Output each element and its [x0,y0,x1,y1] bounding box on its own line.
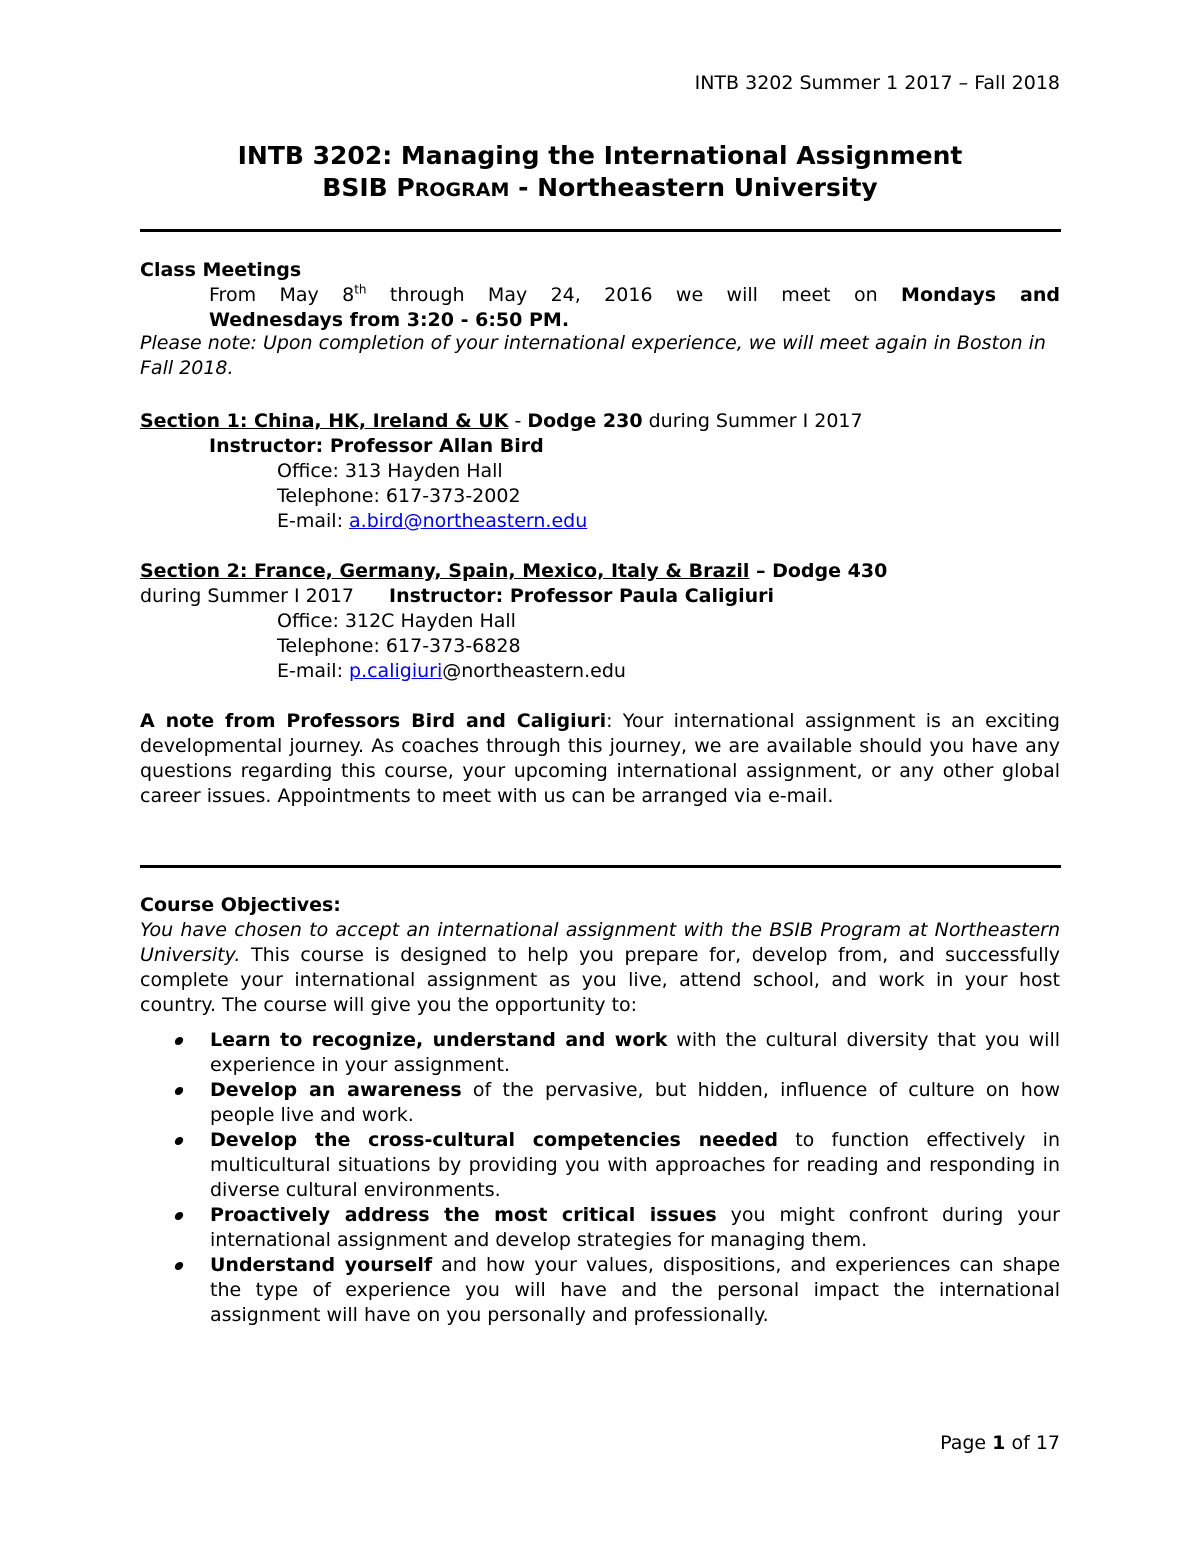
objectives-heading: Course Objectives: [140,894,341,916]
item-bold: Understand yourself [210,1254,433,1276]
section-2-email-line [140,659,1060,684]
content [140,258,1060,809]
section-2-term-line [140,584,1060,609]
list-item [140,1253,1060,1328]
objectives-intro-italic: You have chosen to accept an international assignment with the BSIB Program at Northeastern University. [140,919,1060,966]
section-2-sep: – [749,560,773,582]
class-meetings-line-2: Wednesdays from 3:20 - 6:50 PM. [209,309,570,331]
page-total: 17 [1035,1432,1060,1454]
item-bold: Develop the cross-cultural competencies needed [210,1129,779,1151]
section-1-room: Dodge 230 [527,410,643,432]
item-text: with the cultural diversity that you will experience in your assignment. [210,1029,1061,1076]
section-1-email-link[interactable]: a.bird@northeastern.edu [349,510,588,532]
section-1-email-label: E-mail: [277,510,350,532]
page-label: Page [940,1432,993,1454]
middle-divider [140,865,1061,868]
title-line-2 [140,172,1060,206]
section-1-email-line [140,509,1060,534]
class-meetings-heading: Class Meetings [140,259,302,281]
objectives-list [140,1028,1060,1328]
item-text: to function effectively in multicultural situations by providing you with approaches for reading and responding in diverse cultural environments. [210,1129,1060,1201]
section-2-office: Office: 312C Hayden Hall [277,610,516,632]
section-2-telephone: Telephone: 617-373-6828 [277,635,521,657]
class-meetings-note: Please note: Upon completion of your international experience, we will meet again in Boston in Fall 2018. [140,332,1046,379]
section-1-telephone: Telephone: 617-373-2002 [277,485,521,507]
bullet-icon [174,1262,184,1270]
running-head-text: INTB 3202 Summer 1 2017 – Fall 2018 [694,72,1060,94]
professors-note [140,709,1060,809]
section-2-room: Dodge 430 [772,560,888,582]
section-1-office: Office: 313 Hayden Hall [277,460,503,482]
item-text: you might confront during your international assignment and develop strategies for managing them. [210,1204,1060,1251]
section-2-email-link[interactable]: p.caligiuri [349,660,443,682]
section-2-term: during Summer I 2017 [140,585,354,607]
list-item [140,1028,1060,1078]
item-text: of the pervasive, but hidden, influence of culture on how people live and work. [210,1079,1061,1126]
title-line-2-c: - Northeastern University [509,173,878,202]
bullet-icon [174,1137,184,1145]
list-item [140,1128,1060,1203]
section-2-heading-line [140,559,1060,584]
item-text: and how your values, dispositions, and experiences can shape the type of experience you will have and the personal impact the international assignment will have on you personally and professionally. [210,1254,1061,1326]
class-meetings-line-1 [140,283,1060,308]
meet-from: From May 8 [209,284,355,306]
page-number: 1 [992,1432,1006,1454]
meet-through: through May 24, 2016 we will meet on [366,284,902,306]
running-header [695,71,1060,95]
objectives-intro [140,918,1060,1018]
title-line-2-a: BSIB P [322,173,415,202]
section-1-instructor: Instructor: Professor Allan Bird [209,435,544,457]
section-1-sep: - [508,410,528,432]
meet-sup: th [354,282,367,297]
document-title [140,140,1060,206]
item-bold: Develop an awareness [210,1079,462,1101]
title-line-2-b: ROGRAM [414,179,510,201]
title-line-1: INTB 3202: Managing the International Assignment [237,141,963,170]
list-item [140,1203,1060,1253]
objectives-intro-rest: This course is designed to help you prepare for, develop from, and successfully complete your international assignment as you live, attend school, and work in your host country. The course will give you the opportunity to: [140,944,1060,1016]
list-item [140,1078,1060,1128]
section-2-email-label: E-mail: [277,660,350,682]
section-1-heading: Section 1: China, HK, Ireland & UK [140,410,509,432]
bullet-icon [174,1037,184,1045]
section-1-heading-line [140,409,1060,434]
bullet-icon [174,1087,184,1095]
top-divider [140,229,1061,232]
note-lead: A note from Professors Bird and Caligiuri [140,710,607,732]
section-2-instructor: Instructor: Professor Paula Caligiuri [389,585,775,607]
section-2-heading: Section 2: France, Germany, Spain, Mexico, Italy & Brazil [140,560,750,582]
item-bold: Proactively address the most critical issues [210,1204,717,1226]
meet-days-1: Mondays and [901,284,1060,306]
section-1-term: during Summer I 2017 [642,410,863,432]
page-of-label: of [1005,1432,1036,1454]
objectives-block [140,893,1060,1328]
page-footer [940,1431,1060,1455]
bullet-icon [174,1212,184,1220]
section-2-email-domain: @northeastern.edu [442,660,626,682]
item-bold: Learn to recognize, understand and work [210,1029,668,1051]
note-body: : Your international assignment is an exciting developmental journey. As coaches through this journey, we are available should you have any questions regarding this course, your upcoming international assignment, or any other global career issues. Appointments to meet with us can be arranged via e-mail. [140,710,1060,807]
